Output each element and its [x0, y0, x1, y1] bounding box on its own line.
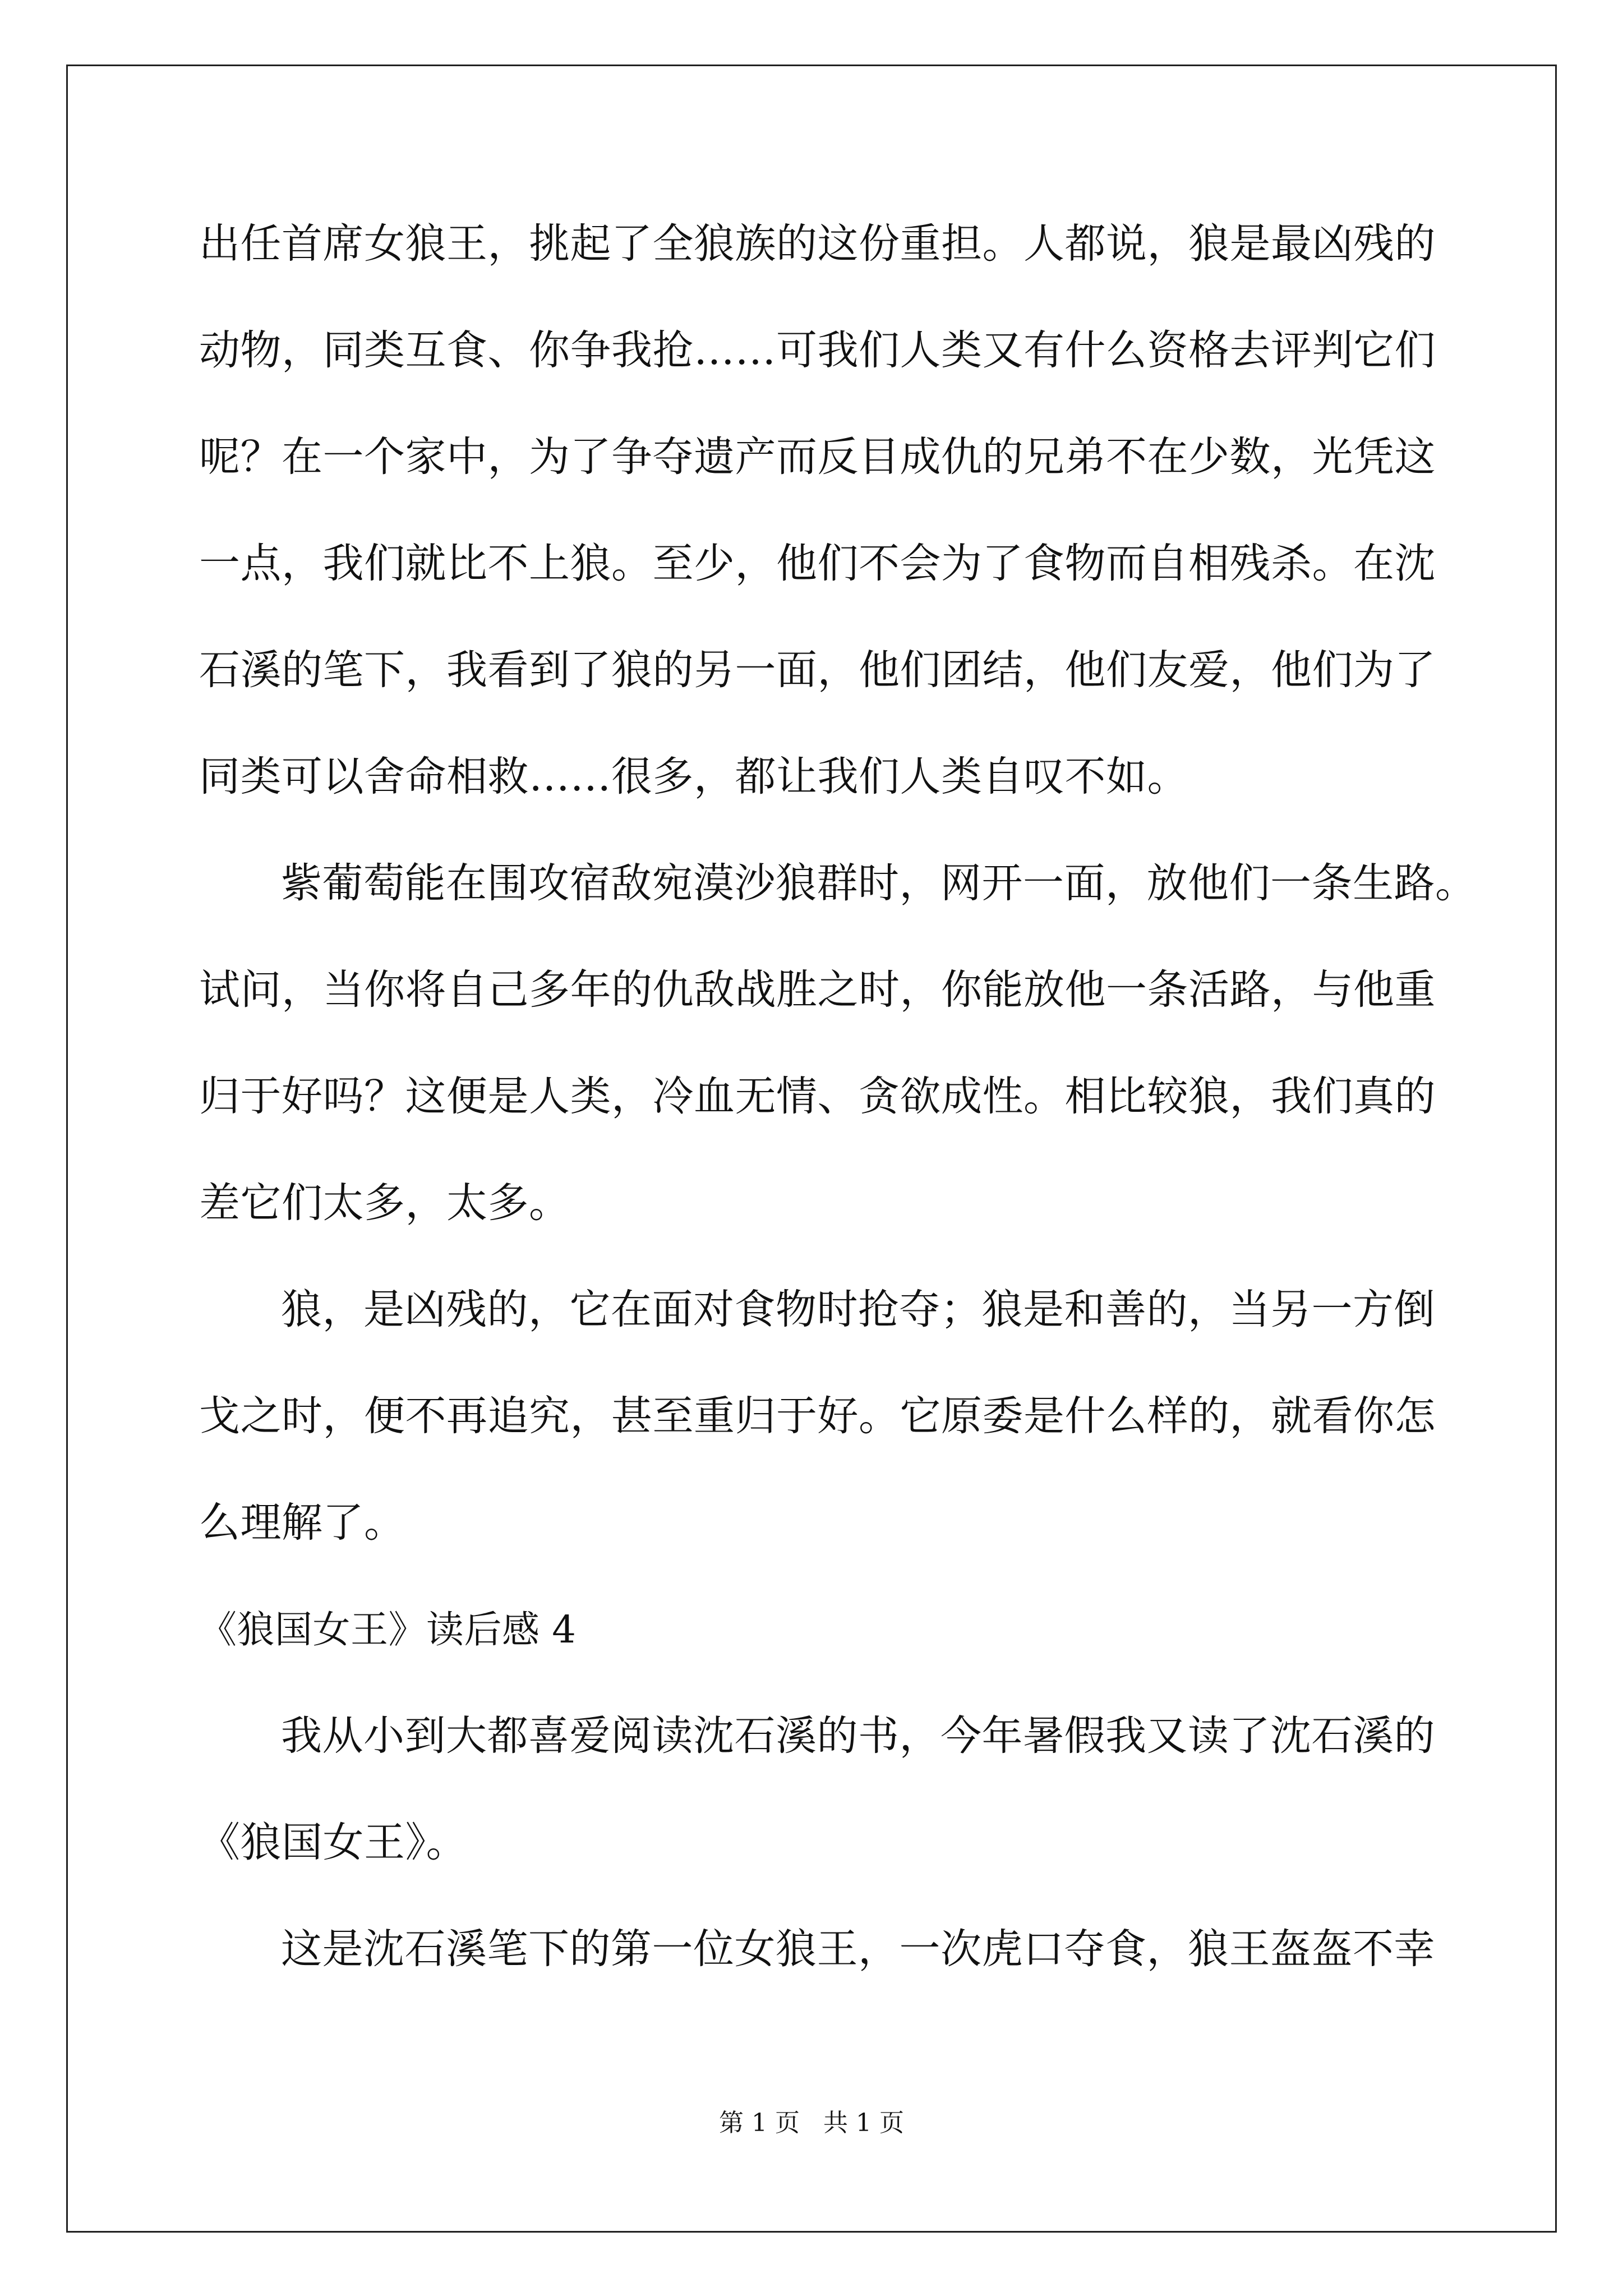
text-line: 石溪的笔下，我看到了狼的另一面，他们团结，他们友爱，他们为了 — [199, 646, 1436, 694]
text-line: 归于好吗？这便是人类，冷血无情、贪欲成性。相比较狼，我们真的 — [199, 1073, 1436, 1120]
text-line: 戈之时，便不再追究，甚至重归于好。它原委是什么样的，就看你怎 — [199, 1392, 1436, 1440]
text-line: 《狼国女王》。 — [199, 1819, 467, 1866]
page-total: 共 1 页 — [823, 2109, 904, 2137]
page-number: 第 1 页 — [719, 2109, 800, 2137]
text-line: 么理解了。 — [199, 1499, 405, 1547]
text-line: 动物，同类互食、你争我抢……可我们人类又有什么资格去评判它们 — [199, 326, 1436, 374]
page-footer — [0, 2106, 1623, 2140]
text-line: 同类可以舍命相救……很多，都让我们人类自叹不如。 — [199, 753, 1188, 800]
text-line: 试问，当你将自己多年的仇敌战胜之时，你能放他一条活路，与他重 — [199, 966, 1436, 1014]
section-heading: 《狼国女王》读后感 4 — [199, 1608, 577, 1651]
text-line: 一点，我们就比不上狼。至少，他们不会为了食物而自相残杀。在沈 — [199, 540, 1436, 587]
paragraph-first-line: 紫葡萄能在围攻宿敌宛漠沙狼群时，网开一面，放他们一条生路。 — [281, 859, 1477, 907]
paragraph-first-line: 狼，是凶残的，它在面对食物时抢夺；狼是和善的，当另一方倒 — [281, 1286, 1435, 1333]
page-border — [66, 65, 1557, 2233]
text-line: 出任首席女狼王，挑起了全狼族的这份重担。人都说，狼是最凶残的 — [199, 220, 1436, 268]
text-line: 差它们太多，太多。 — [199, 1179, 570, 1227]
paragraph-first-line: 我从小到大都喜爱阅读沈石溪的书，今年暑假我又读了沈石溪的 — [281, 1712, 1435, 1760]
paragraph-first-line: 这是沈石溪笔下的第一位女狼王，一次虎口夺食，狼王盔盔不幸 — [281, 1925, 1435, 1973]
text-line: 呢？在一个家中，为了争夺遗产而反目成仇的兄弟不在少数，光凭这 — [199, 433, 1436, 481]
